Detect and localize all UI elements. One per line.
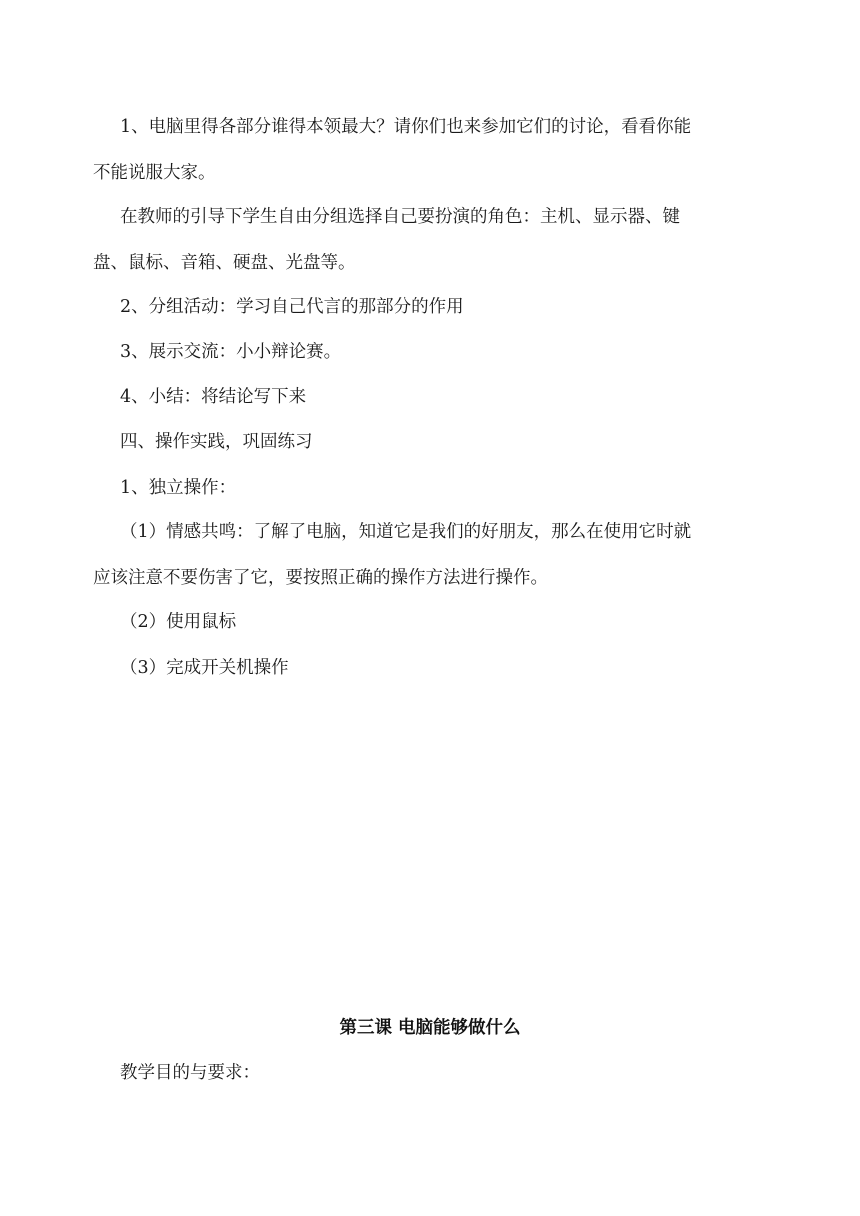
lesson-title: 第三课 电脑能够做什么	[339, 1018, 521, 1038]
paragraph-9: （2）使用鼠标	[120, 612, 237, 632]
section-heading-practice: 四、操作实践，巩固练习	[120, 432, 313, 452]
paragraph-10: （3）完成开关机操作	[120, 658, 289, 678]
paragraph-1-line-2: 不能说服大家。	[93, 163, 216, 183]
paragraph-5: 4、小结：将结论写下来	[120, 387, 307, 407]
paragraph-2-line-2: 盘、鼠标、音箱、硬盘、光盘等。	[93, 253, 356, 273]
paragraph-2-line-1: 在教师的引导下学生自由分组选择自己要扮演的角色：主机、显示器、键	[120, 207, 680, 227]
paragraph-8-line-1: （1）情感共鸣：了解了电脑，知道它是我们的好朋友，那么在使用它时就	[120, 522, 692, 542]
paragraph-7: 1、独立操作：	[120, 478, 237, 498]
paragraph-4: 3、展示交流：小小辩论赛。	[120, 342, 342, 362]
paragraph-3: 2、分组活动：学习自己代言的那部分的作用	[120, 297, 464, 317]
objectives-label: 教学目的与要求：	[120, 1063, 260, 1083]
paragraph-1-line-1: 1、电脑里得各部分谁得本领最大？请你们也来参加它们的讨论，看看你能	[120, 117, 692, 137]
paragraph-8-line-2: 应该注意不要伤害了它，要按照正确的操作方法进行操作。	[93, 568, 548, 588]
